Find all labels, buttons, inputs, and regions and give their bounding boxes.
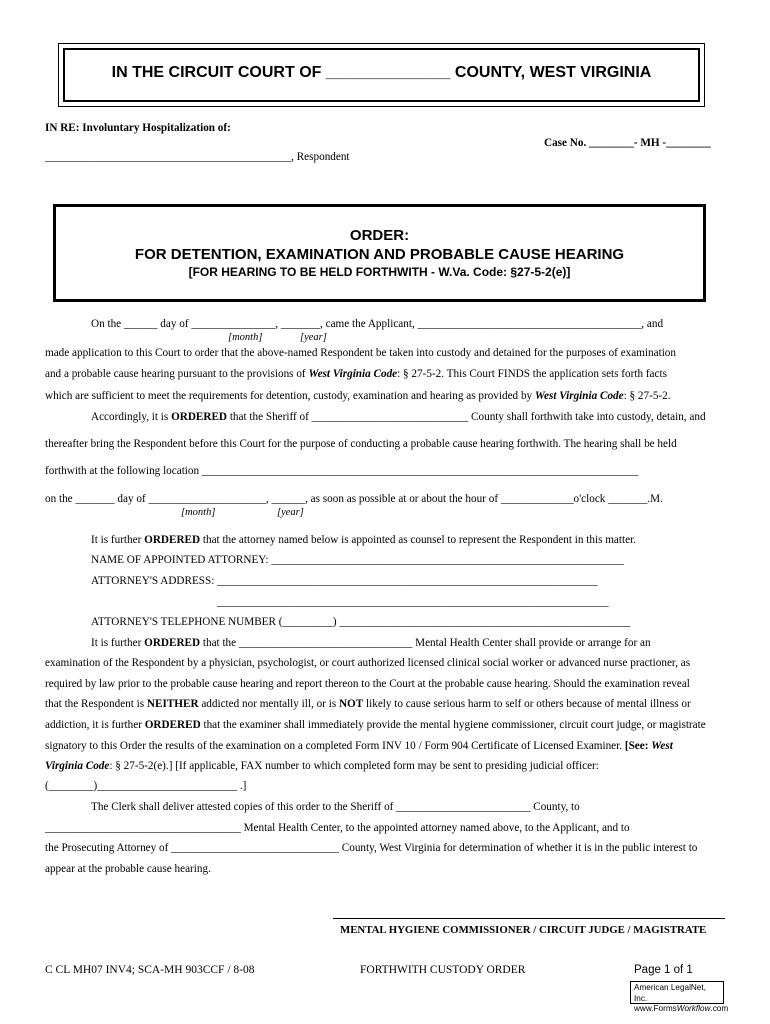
month-hint: [month] <box>181 507 216 518</box>
examination-order-line: It is further ORDERED that the _______________________________ Mental Health Center shall provide or arrange for an <box>91 637 651 649</box>
body-text: required by law prior to the probable cause hearing and report thereon to the Court at the probable cause hearing. Should the examination reveal <box>45 678 690 690</box>
form-name: FORTHWITH CUSTODY ORDER <box>360 964 526 976</box>
respondent-line: ____________________________________________, Respondent <box>45 151 350 163</box>
attorney-address-line-2: ______________________________________________________________________ <box>217 596 609 608</box>
year-hint: [year] <box>300 332 327 343</box>
hearing-location-line: forthwith at the following location ______________________________________________________________________________ <box>45 465 639 477</box>
publisher-name: American LegalNet, Inc. <box>634 983 706 1003</box>
attorney-address-line: ATTORNEY'S ADDRESS: ____________________________________________________________________ <box>91 575 598 587</box>
body-text: that the Respondent is NEITHER addicted nor mentally ill, or is NOT likely to cause serious harm to self or others because of mental illness or <box>45 698 691 710</box>
attorney-phone-line: ATTORNEY'S TELEPHONE NUMBER (_________) ____________________________________________________ <box>91 616 631 628</box>
case-number: Case No. ________- MH -________ <box>544 137 711 149</box>
order-statute: [FOR HEARING TO BE HELD FORTHWITH - W.Va. Code: §27-5-2(e)] <box>188 265 571 279</box>
in-re-label: IN RE: Involuntary Hospitalization of: <box>45 122 231 134</box>
court-title: IN THE CIRCUIT COURT OF ______________ COUNTY, WEST VIRGINIA <box>111 64 652 81</box>
body-text: Virginia Code: § 27-5-2(e).] [If applicable, FAX number to which completed form may be sent to presiding judicial officer: <box>45 760 599 772</box>
year-hint: [year] <box>277 507 304 518</box>
body-text: addiction, it is further ORDERED that the examiner shall immediately provide the mental hygiene commissioner, circuit court judge, or magistrate <box>45 719 706 731</box>
body-text: thereafter bring the Respondent before this Court for the purpose of conducting a probable cause hearing forthwith. The hearing shall be held <box>45 438 677 450</box>
publisher-badge <box>630 981 729 1013</box>
order-title: ORDER: <box>349 227 410 244</box>
signature-label: MENTAL HYGIENE COMMISSIONER / CIRCUIT JUDGE / MAGISTRATE <box>340 924 707 936</box>
body-text: which are sufficient to meet the requirements for detention, custody, examination and hearing as provided by West Virginia Code: § 27-5-2. <box>45 390 671 402</box>
sheriff-order-line: Accordingly, it is ORDERED that the Sheriff of ____________________________ County shall forthwith take into custody, detain, and <box>91 411 706 423</box>
clerk-delivery-line: The Clerk shall deliver attested copies of this order to the Sheriff of ________________________ County, to <box>91 801 580 813</box>
body-text: examination of the Respondent by a physician, psychologist, or court authorized licensed clinical social worker or advanced nurse practioner, as <box>45 657 691 669</box>
publisher-url: www.FormsWorkflow.com <box>634 1004 729 1013</box>
order-title-box <box>53 204 706 302</box>
body-text: appear at the probable cause hearing. <box>45 863 211 875</box>
month-hint: [month] <box>228 332 263 343</box>
body-text: made application to this Court to order that the above-named Respondent be taken into custody and detained for the purposes of examination <box>45 347 676 359</box>
order-subtitle: FOR DETENTION, EXAMINATION AND PROBABLE CAUSE HEARING <box>134 246 625 263</box>
form-id: C CL MH07 INV4; SCA-MH 903CCF / 8-08 <box>45 964 255 976</box>
attorney-name-line: NAME OF APPOINTED ATTORNEY: _______________________________________________________________ <box>91 554 624 566</box>
mental-health-center-line: ___________________________________ Mental Health Center, to the appointed attorney named above, to the Applicant, and to <box>45 822 630 834</box>
court-header-box <box>58 43 705 107</box>
signature-line <box>333 918 725 919</box>
body-text: signatory to this Order the results of the examination on a completed Form INV 10 / Form 904 Certificate of Licensed Examiner. [See: West <box>45 740 673 752</box>
hearing-date-line: on the _______ day of _____________________, ______, as soon as possible at or about the hour of _____________o'clock _______.M. <box>45 493 663 505</box>
page-number: Page 1 of 1 <box>634 964 693 976</box>
attorney-order-line: It is further ORDERED that the attorney named below is appointed as counsel to represent the Respondent in this matter. <box>91 534 636 546</box>
application-date-line: On the ______ day of _______________, _______, came the Applicant, ________________________________________, and <box>91 318 664 330</box>
body-text: and a probable cause hearing pursuant to the provisions of West Virginia Code: § 27-5-2. This Court FINDS the application sets forth facts <box>45 368 667 380</box>
prosecuting-attorney-line: the Prosecuting Attorney of ______________________________ County, West Virginia for determination of whether it is in the public interest to <box>45 842 698 854</box>
fax-number-line: (________)_________________________ .] <box>45 780 247 792</box>
